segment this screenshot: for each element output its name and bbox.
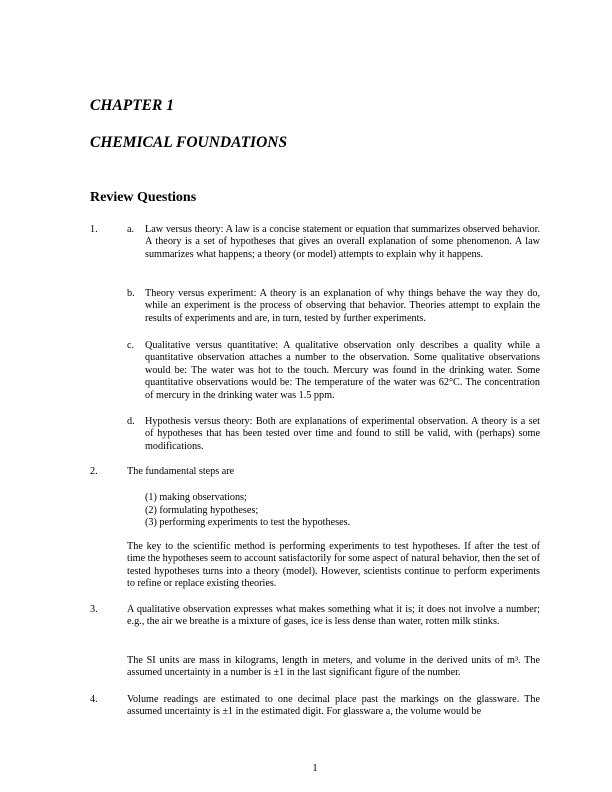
question-3-text-2: The SI units are mass in kilograms, length in meters, and volume in the derived units of m³. The assumed uncertainty in a number is ±1 in the last significant figure of the number. [127,655,540,679]
steps-list [145,492,350,530]
step-item: (3) performing experiments to test the hypotheses. [145,517,351,528]
question-2-text: The key to the scientific method is performing experiments to test hypotheses. If after the test of time the hypotheses seem to account satisfactorily for some aspect of natural behavior, then the set of tested hypotheses turns into a theory (model). However, scientists continue to perform experiments to refine or replace existing theories. [127,541,540,590]
section-title: Review Questions [90,190,197,205]
question-1-number: 1. [90,224,98,235]
chapter-title: CHEMICAL FOUNDATIONS [90,134,288,151]
item-1a-text: Law versus theory: A law is a concise statement or equation that summarizes observed behavior. A theory is a set of hypotheses that gives an overall explanation of some phenomenon. A law summarizes what happens; a theory (or model) attempts to explain why it happens. [145,224,540,260]
step-item: (1) making observations; [145,492,247,503]
item-1d-letter: d. [127,416,135,427]
item-1d-text: Hypothesis versus theory: Both are explanations of experimental observation. A theory is a set of hypotheses that has been tested over time and found to still be valid, with (perhaps) some modifications. [145,416,540,452]
item-1c-letter: c. [127,340,135,351]
item-1a-letter: a. [127,224,135,235]
step-item: (2) formulating hypotheses; [145,504,259,516]
question-4-number: 4. [90,694,98,705]
chapter-label: CHAPTER 1 [90,97,174,114]
question-4-text: Volume readings are estimated to one decimal place past the markings on the glassware. The assumed uncertainty is ±1 in the estimated digit. For glassware a, the volume would be [127,694,540,718]
question-3-number: 3. [90,604,98,615]
question-3-text-1: A qualitative observation expresses what makes something what it is; it does not involve a number; e.g., the air we breathe is a mixture of gases, ice is less dense than water, rotten milk stinks. [127,604,540,628]
item-1c-text: Qualitative versus quantitative: A qualitative observation only describes a quality while a quantitative observation attaches a number to the observation. Some qualitative observations would be: The water was hot to the touch. Mercury was found in the drinking water. Some quantitative observations would be: The temperature of the water was 62°C. The concentration of mercury in the drinking water was 1.5 ppm. [145,340,540,401]
question-2-intro: The fundamental steps are [127,466,235,477]
item-1b-text: Theory versus experiment: A theory is an explanation of why things behave the way they do, while an experiment is the process of observing that behavior. Theories attempt to explain the results of experiments and are, in turn, tested by further experiments. [145,288,540,324]
page-number: 1 [312,762,318,774]
item-1b-letter: b. [127,288,135,299]
question-2-number: 2. [90,466,98,477]
